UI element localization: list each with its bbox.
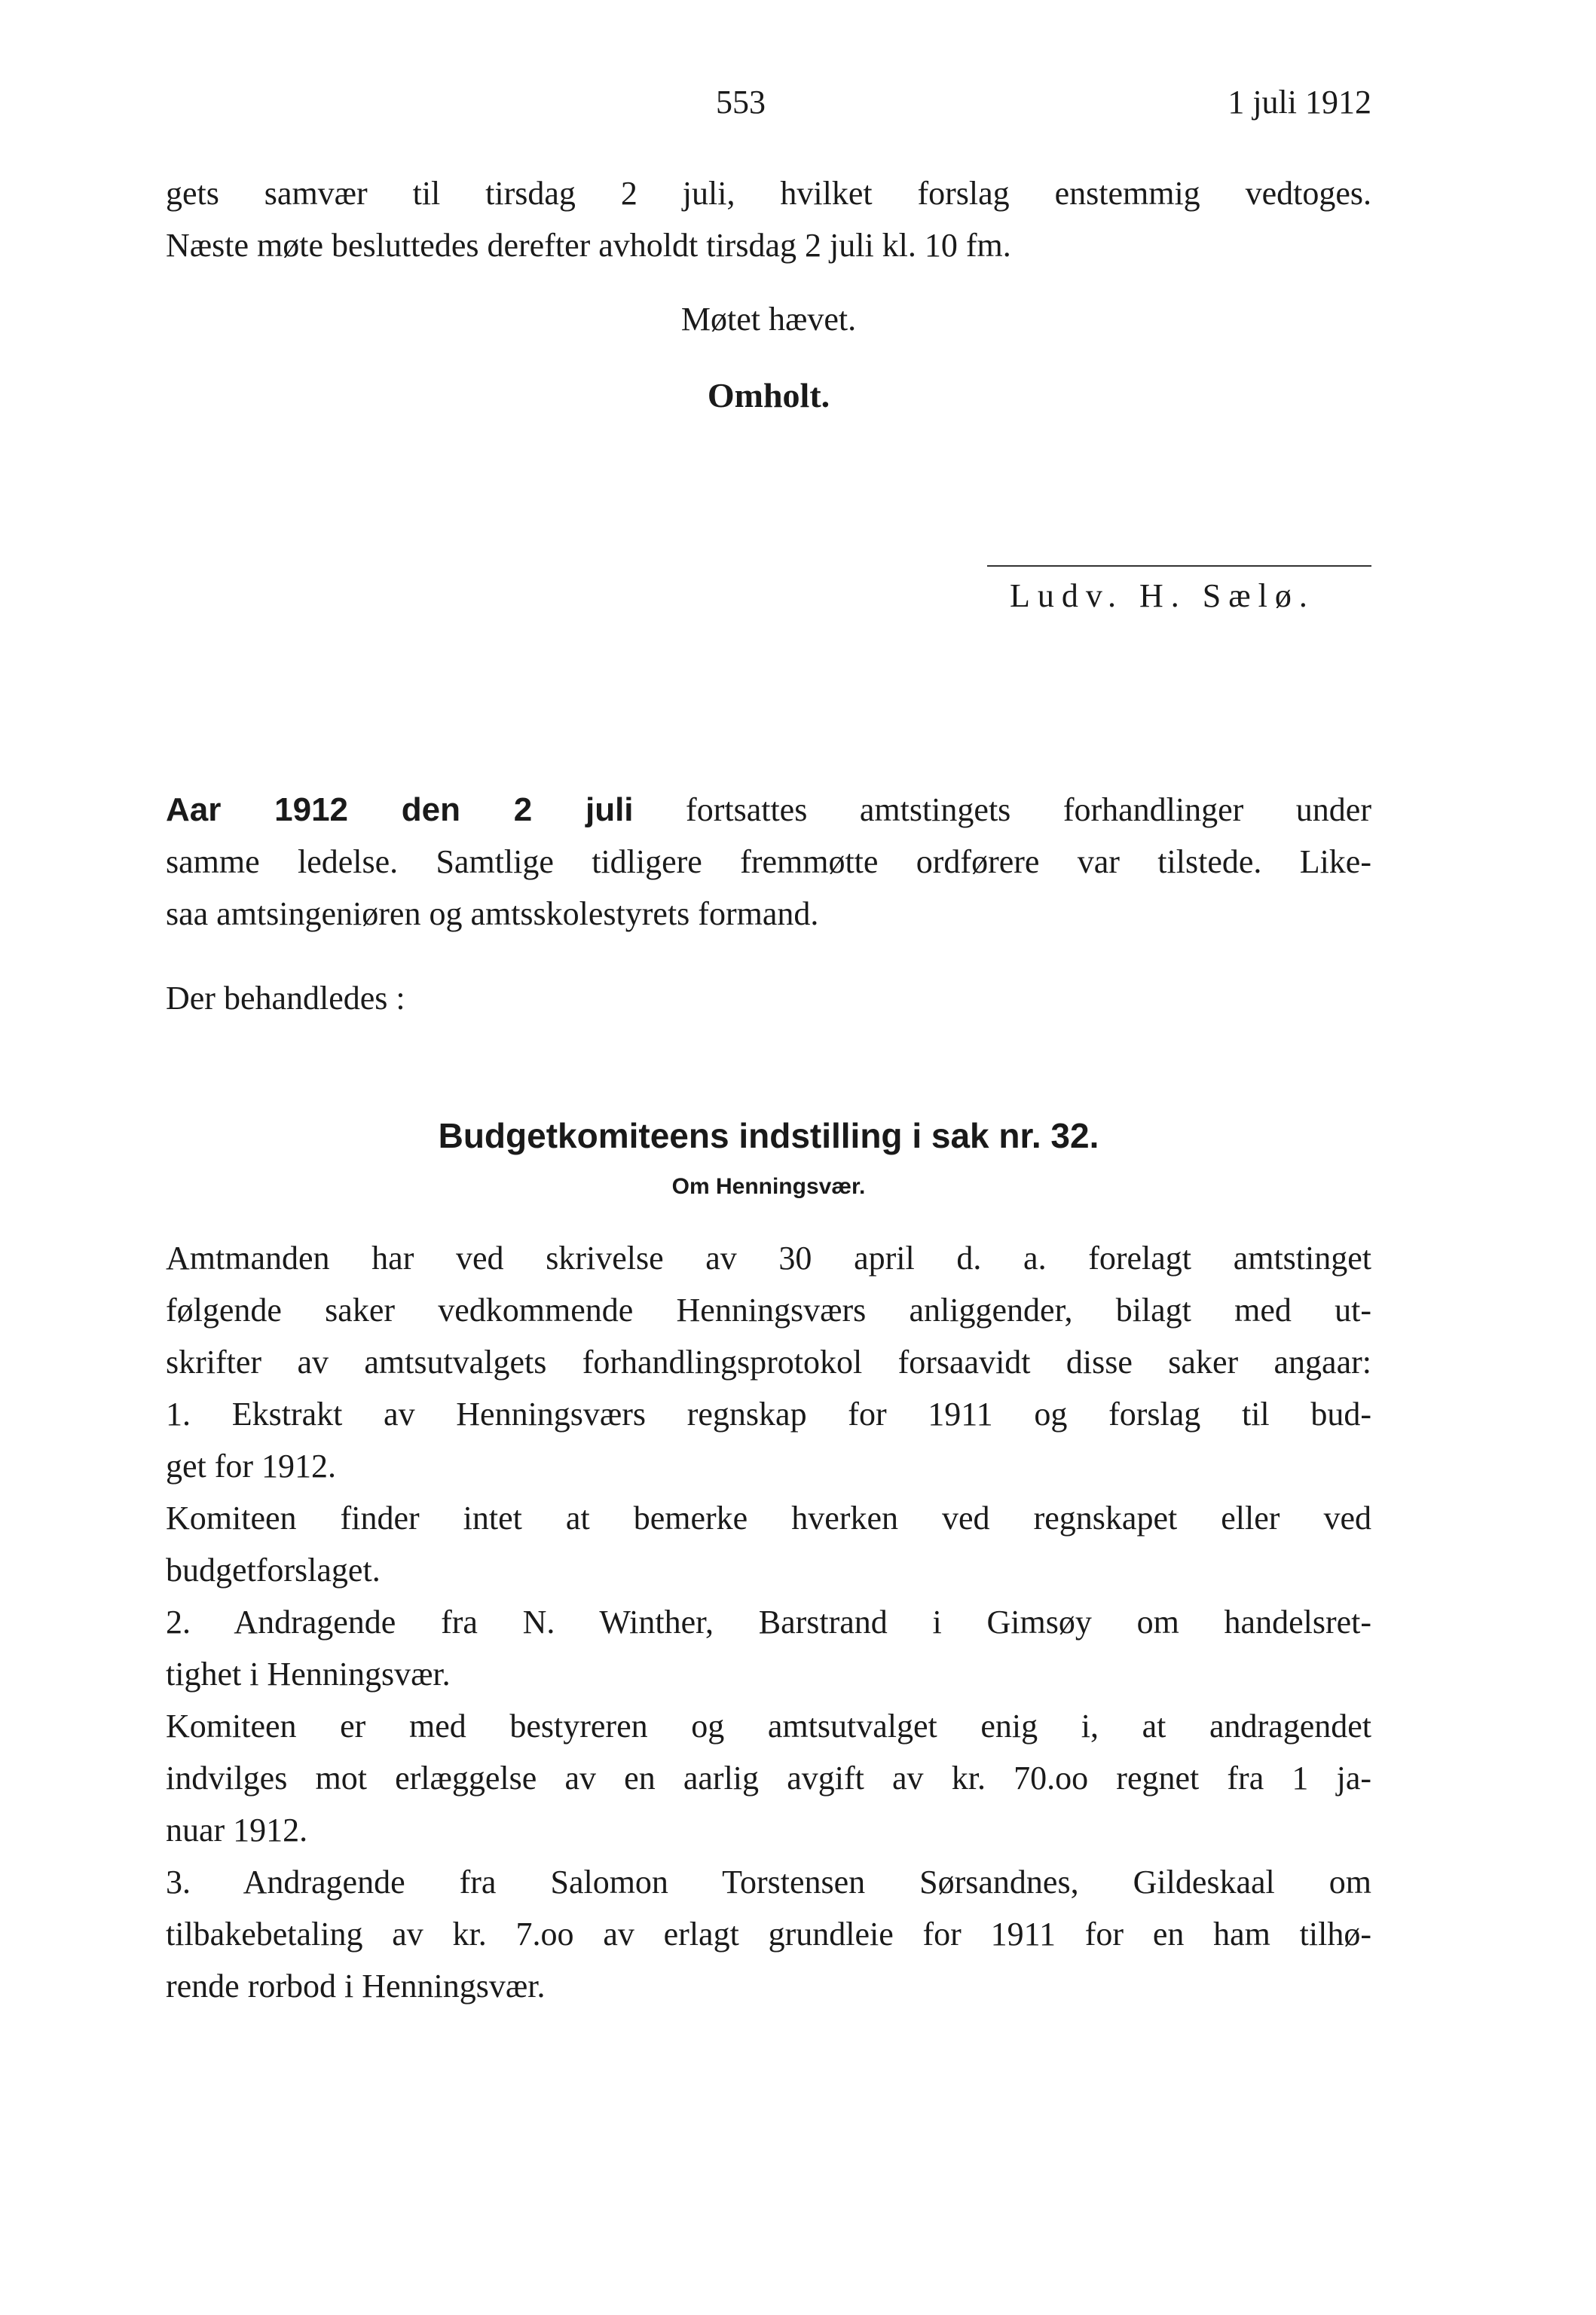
- agenda-intro: Der behandledes :: [166, 980, 405, 1017]
- session-paragraph: [166, 784, 1371, 940]
- page-header: [166, 83, 1371, 128]
- page-number: 553: [716, 84, 766, 121]
- paragraph-line: samme ledelse. Samtlige tidligere fremmøtte ordførere var tilstede. Like-: [166, 843, 1371, 880]
- paragraph-line: rende rorbod i Henningsvær.: [166, 1968, 546, 2005]
- meeting-closed-text: Møtet hævet.: [680, 301, 857, 338]
- paragraph-line: [166, 784, 1371, 836]
- paragraph-line: følgende saker vedkommende Henningsværs anliggender, bilagt med ut-: [166, 1292, 1371, 1329]
- paragraph-line: indvilges mot erlæggelse av en aarlig avgift av kr. 70.oo regnet fra 1 ja-: [166, 1760, 1371, 1797]
- section-title: Budgetkomiteens indstilling i sak nr. 32.: [438, 1116, 1099, 1155]
- paragraph-line: tilbakebetaling av kr. 7.oo av erlagt grundleie for 1911 for en ham tilhø-: [166, 1916, 1371, 1953]
- header-date: 1 juli 1912: [1228, 84, 1371, 121]
- list-item: 1. Ekstrakt av Henningsværs regnskap for 1911 og forslag til bud-: [166, 1396, 1371, 1433]
- paragraph-line: Næste møte besluttedes derefter avholdt tirsdag 2 juli kl. 10 fm.: [166, 227, 1011, 264]
- list-item: 3. Andragende fra Salomon Torstensen Sørsandnes, Gildeskaal om: [166, 1864, 1371, 1901]
- secretary-signature: Ludv. H. Sælø.: [1010, 577, 1315, 614]
- paragraph-line: Komiteen finder intet at bemerke hverken ved regnskapet eller ved: [166, 1500, 1371, 1537]
- paragraph-line: Komiteen er med bestyreren og amtsutvalget enig i, at andragendet: [166, 1708, 1371, 1745]
- signature-rule: [987, 565, 1371, 567]
- session-line1-rest: fortsattes amtstingets forhandlinger under: [686, 791, 1371, 828]
- paragraph-line: Amtmanden har ved skrivelse av 30 april d. a. forelagt amtstinget: [166, 1240, 1371, 1277]
- paragraph-line: saa amtsingeniøren og amtsskolestyrets formand.: [166, 895, 819, 932]
- list-item: 2. Andragende fra N. Winther, Barstrand i Gimsøy om handelsret-: [166, 1604, 1371, 1641]
- paragraph-line: nuar 1912.: [166, 1812, 308, 1849]
- paragraph-line: budgetforslaget.: [166, 1552, 381, 1589]
- session-lead: Aar 1912 den 2 juli: [166, 791, 634, 828]
- paragraph-line: tighet i Henningsvær.: [166, 1656, 451, 1693]
- chairman-signature: Omholt.: [707, 376, 830, 414]
- section-subtitle: Om Henningsvær.: [671, 1174, 866, 1199]
- top-paragraph: [166, 167, 1371, 271]
- paragraph-line: skrifter av amtsutvalgets forhandlingsprotokol forsaavidt disse saker angaar:: [166, 1344, 1371, 1381]
- agenda-intro-block: [166, 972, 1371, 1024]
- body-text: [166, 1232, 1371, 2012]
- paragraph-line: get for 1912.: [166, 1448, 337, 1485]
- paragraph-line: gets samvær til tirsdag 2 juli, hvilket forslag enstemmig vedtoges.: [166, 175, 1371, 212]
